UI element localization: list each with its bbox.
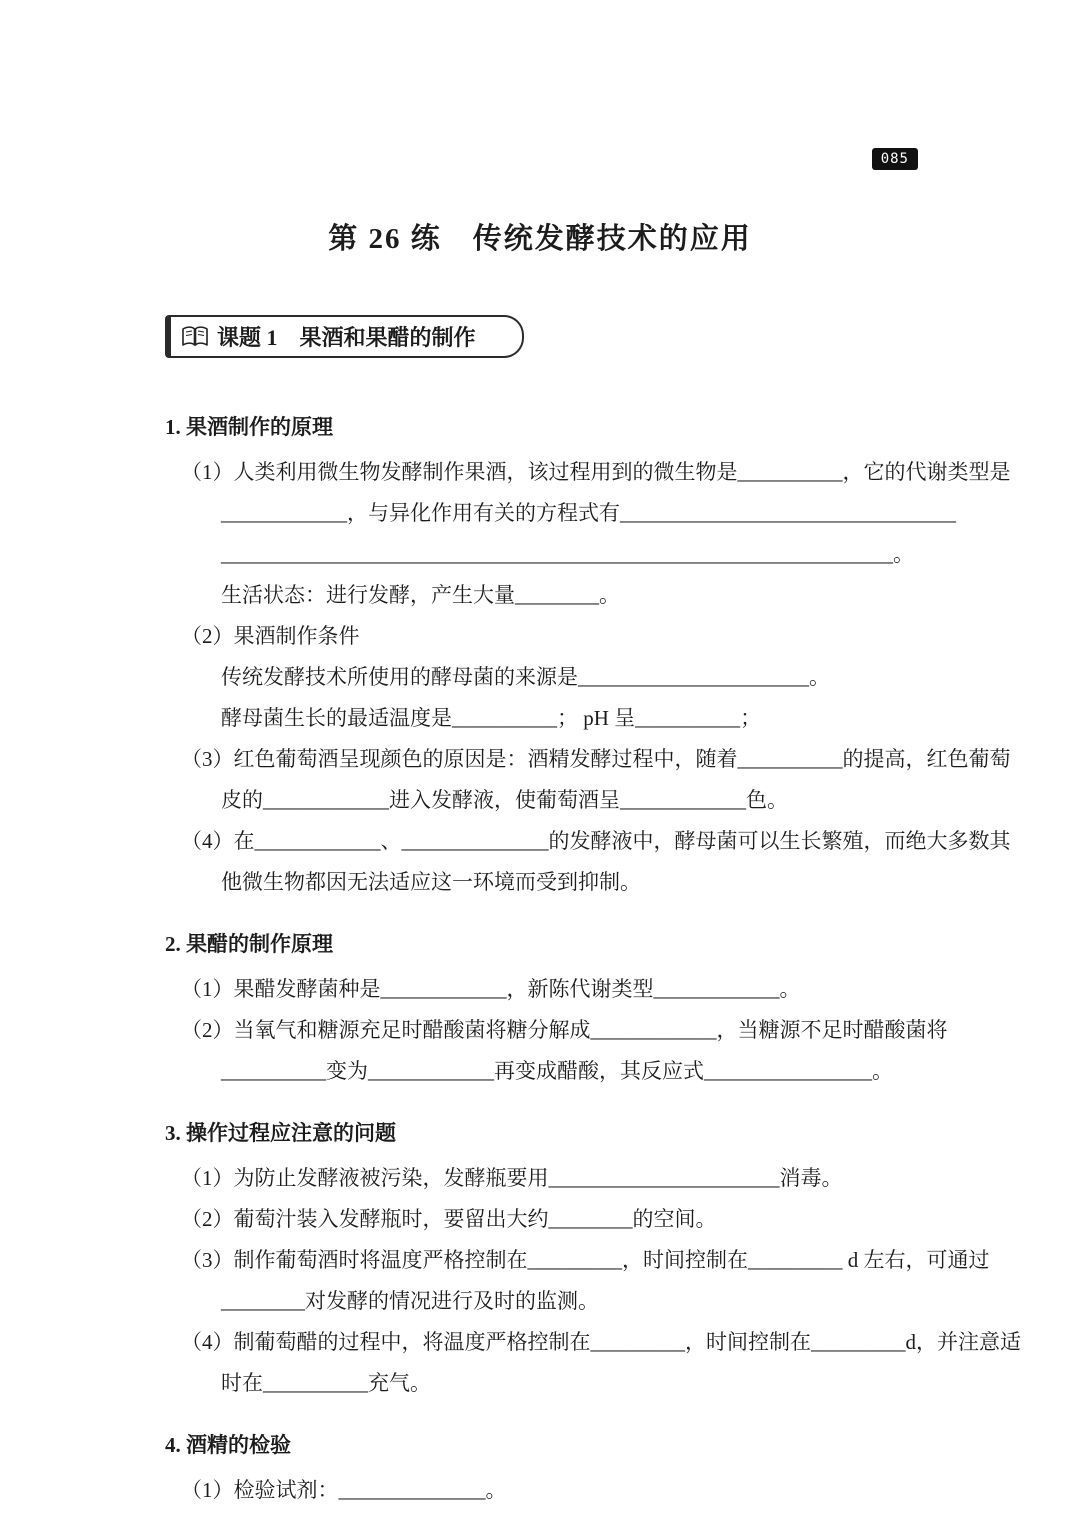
topic-header-label: 课题 1 果酒和果醋的制作 (217, 325, 476, 350)
worksheet-line: （1）果醋发酵菌种是____________，新陈代谢类型____________。 (181, 977, 801, 1001)
worksheet-body (165, 410, 1021, 1511)
worksheet-line: 传统发酵技术所使用的酵母菌的来源是______________________。 (221, 665, 830, 689)
worksheet-line: （1）检验试剂：______________。 (181, 1478, 507, 1502)
worksheet-line: （4）在____________、______________的发酵液中，酵母菌可以生长繁殖，而绝大多数其 (181, 829, 1011, 853)
worksheet-line: （3）红色葡萄酒呈现颜色的原因是：酒精发酵过程中，随着__________的提高，红色葡萄 (181, 747, 1011, 771)
worksheet-line: ____________，与异化作用有关的方程式有________________________________ (221, 501, 956, 525)
worksheet-line: 皮的____________进入发酵液，使葡萄酒呈____________色。 (221, 788, 788, 812)
page-title: 第 26 练 传统发酵技术的应用 (328, 223, 752, 255)
section-heading: 1. 果酒制作的原理 (165, 415, 333, 439)
worksheet-line: （2）果酒制作条件 (181, 624, 360, 648)
worksheet-line: （1）人类利用微生物发酵制作果酒，该过程用到的微生物是__________，它的代谢类型是 (181, 460, 1011, 484)
worksheet-line: （1）为防止发酵液被污染，发酵瓶要用______________________消毒。 (181, 1166, 843, 1190)
worksheet-line: ________对发酵的情况进行及时的监测。 (221, 1289, 599, 1313)
worksheet-line: __________变为____________再变成醋酸，其反应式________________。 (221, 1059, 893, 1083)
worksheet-line: （3）制作葡萄酒时将温度严格控制在_________，时间控制在_________ d 左右，可通过 (181, 1248, 990, 1272)
worksheet-line: 他微生物都因无法适应这一环境而受到抑制。 (221, 870, 641, 894)
topic-header (165, 315, 524, 358)
book-icon (181, 326, 209, 348)
worksheet-line: 生活状态：进行发酵，产生大量________。 (221, 583, 620, 607)
worksheet-line: ________________________________________________________________。 (221, 542, 914, 566)
worksheet-line: 时在__________充气。 (221, 1371, 431, 1395)
section-heading: 2. 果醋的制作原理 (165, 932, 333, 956)
worksheet-line: （2）当氧气和糖源充足时醋酸菌将糖分解成____________，当糖源不足时醋酸菌将 (181, 1018, 948, 1042)
worksheet-line: （2）葡萄汁装入发酵瓶时，要留出大约________的空间。 (181, 1207, 717, 1231)
worksheet-line: 酵母菌生长的最适温度是__________； pH 呈__________； (221, 706, 762, 730)
worksheet-line: （4）制葡萄醋的过程中，将温度严格控制在_________，时间控制在_________d，并注意适 (181, 1330, 1021, 1354)
page-number-badge: 085 (872, 148, 918, 170)
section-heading: 3. 操作过程应注意的问题 (165, 1121, 396, 1145)
section-heading: 4. 酒精的检验 (165, 1433, 291, 1457)
